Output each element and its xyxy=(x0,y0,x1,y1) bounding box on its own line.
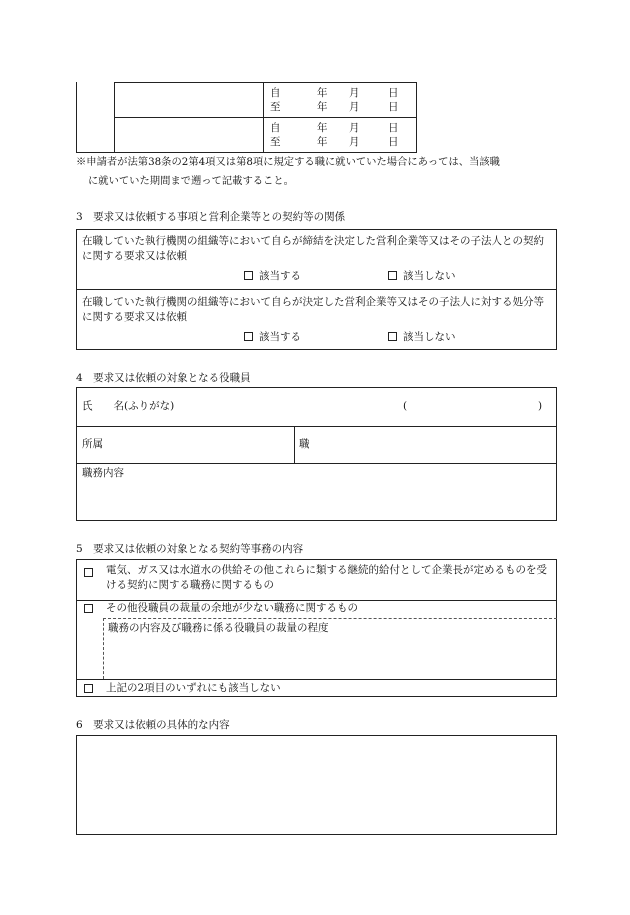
checkbox-icon[interactable] xyxy=(388,332,397,341)
day-label: 日 xyxy=(388,136,399,148)
day-label: 日 xyxy=(388,87,399,99)
q1-no-option[interactable] xyxy=(388,270,456,283)
section3-q2: 在職していた執行機関の組織等において自らが決定した営利企業等又はその子法人に対する処分等に関する要求又は依頼 xyxy=(82,296,544,323)
position-label: 職 xyxy=(299,438,310,450)
section5-item1: 電気、ガス又は水道水の供給その他これらに類する継続的給付として企業長が定めるものを受ける契約に関する職務に関するもの xyxy=(106,564,547,591)
from-label: 自 xyxy=(270,87,281,99)
section5-item2-sub: 職務の内容及び職務に係る役職員の裁量の程度 xyxy=(108,622,329,634)
no-label: 該当しない xyxy=(403,331,456,343)
checkbox-icon[interactable] xyxy=(244,332,253,341)
section4-title: 4 要求又は依頼の対象となる役職員 xyxy=(76,372,251,384)
q2-yes-option[interactable] xyxy=(244,331,301,344)
q2-no-option[interactable] xyxy=(388,331,456,344)
duties-label: 職務内容 xyxy=(82,467,124,479)
section3-q1: 在職していた執行機関の組織等において自らが締結を決定した営利企業等又はその子法人との契約に関する要求又は依頼 xyxy=(82,235,544,262)
year-label: 年 xyxy=(317,122,328,134)
month-label: 月 xyxy=(349,87,360,99)
day-label: 日 xyxy=(388,122,399,134)
month-label: 月 xyxy=(349,101,360,113)
year-label: 年 xyxy=(317,101,328,113)
affiliation-label: 所属 xyxy=(82,438,103,450)
section6-content-box[interactable] xyxy=(76,735,557,835)
section5-item2: その他役職員の裁量の余地が少ない職務に関するもの xyxy=(106,602,358,614)
to-label: 至 xyxy=(270,101,281,113)
yes-label: 該当する xyxy=(259,331,301,343)
note-line-1: ※申請者が法第38条の2第4項又は第8項に規定する職に就いていた場合にあっては、当該職 xyxy=(76,156,500,168)
month-label: 月 xyxy=(349,136,360,148)
section6-title: 6 要求又は依頼の具体的な内容 xyxy=(76,719,230,731)
section3-title: 3 要求又は依頼する事項と営利企業等との契約等の関係 xyxy=(76,211,346,223)
no-label: 該当しない xyxy=(403,270,456,282)
checkbox-icon[interactable] xyxy=(84,568,93,577)
month-label: 月 xyxy=(349,122,360,134)
to-label: 至 xyxy=(270,136,281,148)
section5-item3: 上記の2項目のいずれにも該当しない xyxy=(106,682,281,694)
year-label: 年 xyxy=(317,136,328,148)
checkbox-icon[interactable] xyxy=(244,271,253,280)
q1-yes-option[interactable] xyxy=(244,270,301,283)
year-label: 年 xyxy=(317,87,328,99)
section5-title: 5 要求又は依頼の対象となる契約等事務の内容 xyxy=(76,543,304,555)
checkbox-icon[interactable] xyxy=(84,684,93,693)
note-line-2: に就いていた期間まで遡って記載すること。 xyxy=(88,175,294,187)
checkbox-icon[interactable] xyxy=(388,271,397,280)
yes-label: 該当する xyxy=(259,270,301,282)
checkbox-icon[interactable] xyxy=(84,604,93,613)
paren-close: ) xyxy=(538,400,543,412)
from-label: 自 xyxy=(270,122,281,134)
name-label: 氏 名(ふりがな) xyxy=(82,400,175,412)
paren-open: ( xyxy=(403,400,408,412)
day-label: 日 xyxy=(388,101,399,113)
